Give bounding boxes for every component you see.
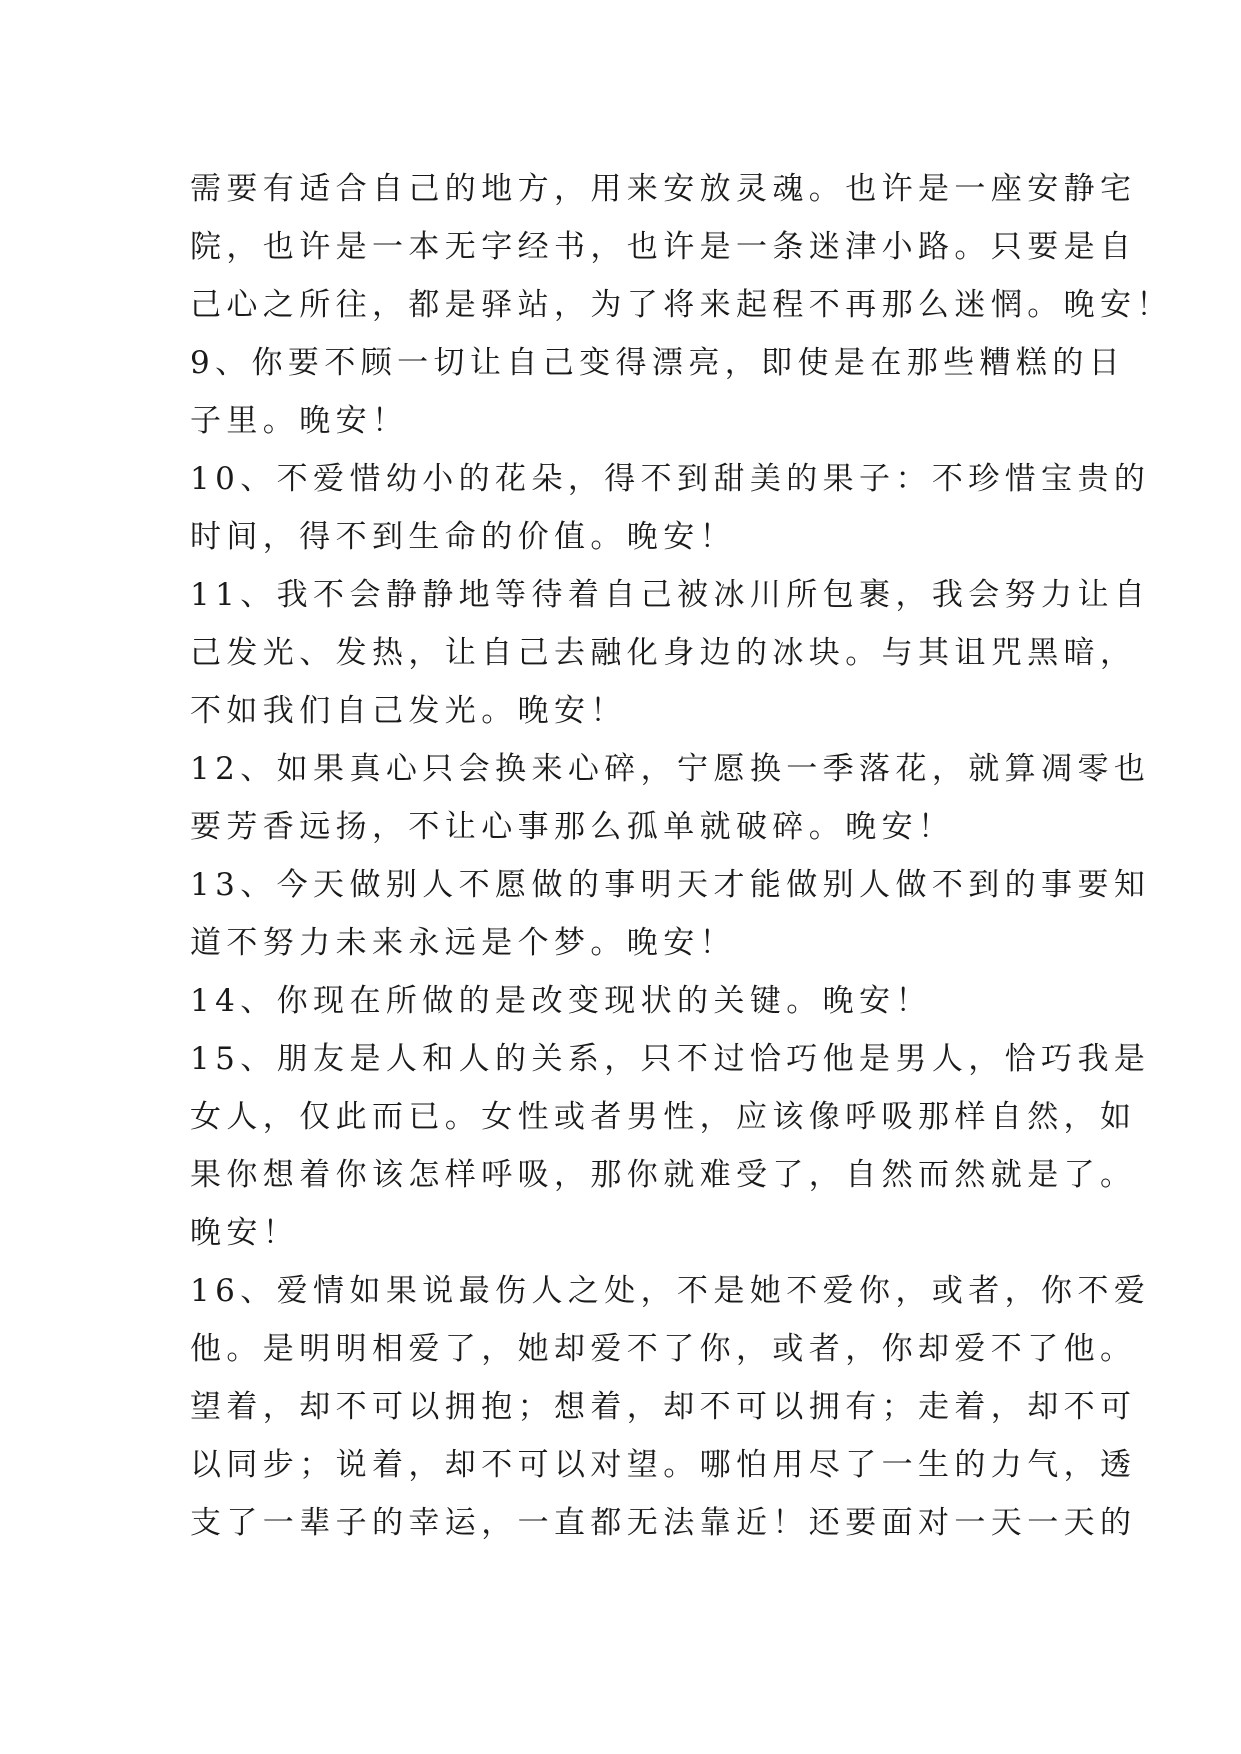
text-line: 14、你现在所做的是改变现状的关键。晚安！ (190, 983, 932, 1019)
text-line: 望着，却不可以拥抱；想着，却不可以拥有；走着，却不可 (190, 1389, 1137, 1425)
text-line: 9、你要不顾一切让自己变得漂亮，即使是在那些糟糕的日 (190, 345, 1126, 381)
text-line: 果你想着你该怎样呼吸，那你就难受了，自然而然就是了。 (190, 1157, 1137, 1193)
text-line: 15、朋友是人和人的关系，只不过恰巧他是男人，恰巧我是 (190, 1041, 1151, 1077)
text-line: 院，也许是一本无字经书，也许是一条迷津小路。只要是自 (190, 229, 1137, 265)
text-line: 子里。晚安！ (190, 403, 409, 439)
text-line: 晚安！ (190, 1215, 300, 1251)
text-line: 以同步；说着，却不可以对望。哪怕用尽了一生的力气，透 (190, 1447, 1137, 1483)
text-line: 11、我不会静静地等待着自己被冰川所包裹，我会努力让自 (190, 577, 1151, 613)
text-line: 道不努力未来永远是个梦。晚安！ (190, 925, 736, 961)
text-line: 己发光、发热，让自己去融化身边的冰块。与其诅咒黑暗， (190, 635, 1137, 671)
text-line: 女人，仅此而已。女性或者男性，应该像呼吸那样自然，如 (190, 1099, 1137, 1135)
text-line: 不如我们自己发光。晚安！ (190, 693, 627, 729)
text-line: 需要有适合自己的地方，用来安放灵魂。也许是一座安静宅 (190, 171, 1137, 207)
text-line: 支了一辈子的幸运，一直都无法靠近！还要面对一天一天的 (190, 1505, 1137, 1541)
body-text (190, 160, 1173, 1552)
text-line: 16、爱情如果说最伤人之处，不是她不爱你，或者，你不爱 (190, 1273, 1151, 1309)
text-line: 他。是明明相爱了，她却爱不了你，或者，你却爱不了他。 (190, 1331, 1137, 1367)
text-line: 12、如果真心只会换来心碎，宁愿换一季落花，就算凋零也 (190, 751, 1151, 787)
text-line: 时间，得不到生命的价值。晚安！ (190, 519, 736, 555)
text-line: 13、今天做别人不愿做的事明天才能做别人做不到的事要知 (190, 867, 1151, 903)
text-line: 要芳香远扬，不让心事那么孤单就破碎。晚安！ (190, 809, 955, 845)
text-line: 10、不爱惜幼小的花朵，得不到甜美的果子：不珍惜宝贵的 (190, 461, 1151, 497)
text-line: 己心之所往，都是驿站，为了将来起程不再那么迷惘。晚安！ (190, 287, 1173, 323)
